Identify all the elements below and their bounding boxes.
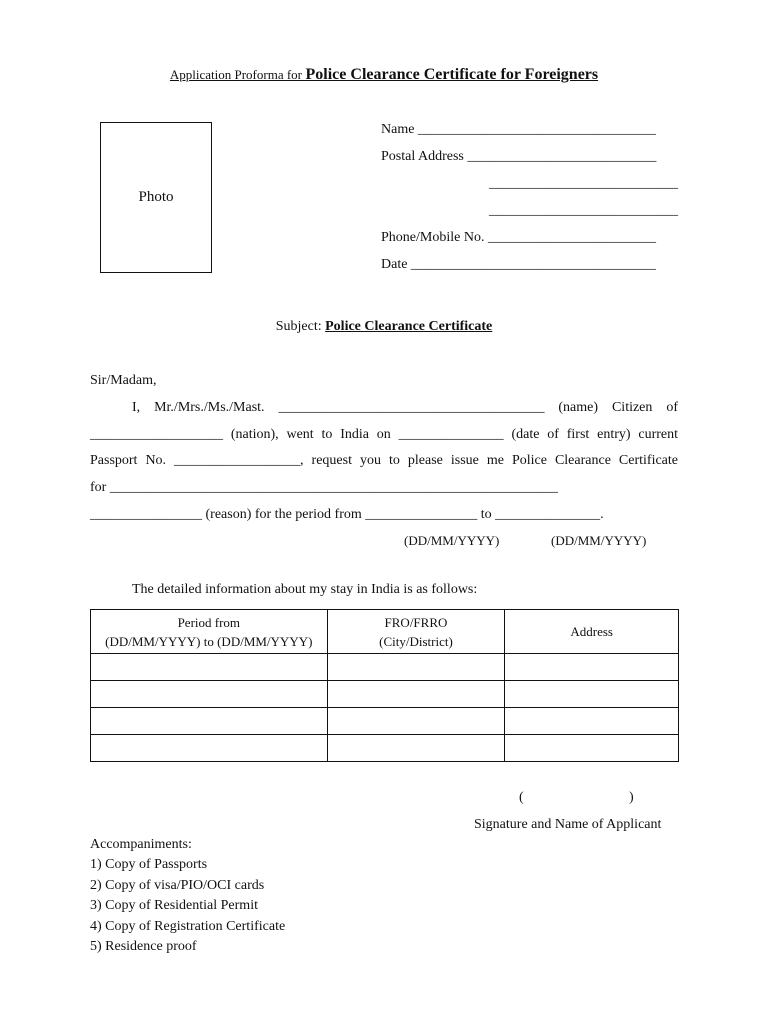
postal-address-line-2: ___________________________ bbox=[489, 176, 678, 191]
name-field: Name __________________________________ bbox=[381, 122, 656, 137]
stay-table bbox=[90, 609, 679, 762]
table-row bbox=[91, 654, 679, 681]
header-address bbox=[505, 610, 679, 654]
postal-address-field: Postal Address ___________________________ bbox=[381, 149, 657, 164]
photo-box bbox=[100, 122, 212, 273]
table-cell bbox=[91, 654, 328, 681]
accompaniments-list bbox=[90, 857, 285, 960]
signature-label: Signature and Name of Applicant bbox=[474, 817, 662, 832]
phone-field: Phone/Mobile No. ________________________ bbox=[381, 230, 656, 245]
table-cell bbox=[327, 735, 505, 762]
list-item: 5) Residence proof bbox=[90, 939, 197, 954]
date-format-from: (DD/MM/YYYY) bbox=[404, 533, 500, 548]
date-format-to: (DD/MM/YYYY) bbox=[551, 533, 647, 548]
list-item: 2) Copy of visa/PIO/OCI cards bbox=[90, 877, 265, 893]
body-line-2: ___________________ (nation), went to India on _______________ (date of first entry) current bbox=[90, 427, 678, 442]
signature-paren-open: ( bbox=[519, 790, 524, 805]
header-period bbox=[91, 610, 328, 654]
accompaniments-heading: Accompaniments: bbox=[90, 837, 192, 852]
postal-address-line-3: ___________________________ bbox=[489, 203, 678, 218]
table-cell bbox=[505, 654, 679, 681]
list-item: 1) Copy of Passports bbox=[90, 857, 208, 872]
date-field: Date ___________________________________ bbox=[381, 257, 656, 272]
list-item: 3) Copy of Residential Permit bbox=[90, 898, 258, 913]
table-row bbox=[91, 735, 679, 762]
table-cell bbox=[327, 708, 505, 735]
body-line-3: Passport No. __________________, request you to please issue me Police Clearance Certificate bbox=[90, 453, 678, 468]
table-cell bbox=[505, 708, 679, 735]
subject-value: Police Clearance Certificate bbox=[325, 319, 493, 334]
body-line-4: for ________________________________________________________________ bbox=[90, 480, 558, 495]
subject-label: Subject: bbox=[275, 319, 322, 334]
subject-line bbox=[0, 319, 768, 335]
signature-paren-close: ) bbox=[629, 790, 634, 805]
header-period-line1: Period from bbox=[177, 614, 241, 630]
table-cell bbox=[327, 681, 505, 708]
title-lead: Application Proforma for bbox=[169, 67, 303, 82]
table-cell bbox=[91, 735, 328, 762]
header-fro-line1: FRO/FRRO bbox=[384, 614, 448, 630]
stay-intro: The detailed information about my stay in India is as follows: bbox=[132, 582, 478, 597]
body-line-5: ________________ (reason) for the period from ________________ to _______________. bbox=[90, 507, 604, 522]
salutation: Sir/Madam, bbox=[90, 373, 157, 388]
header-address-line1: Address bbox=[570, 624, 613, 639]
header-fro-line2: (City/District) bbox=[379, 633, 453, 649]
table-cell bbox=[327, 654, 505, 681]
header-period-line2: (DD/MM/YYYY) to (DD/MM/YYYY) bbox=[105, 633, 313, 649]
table-cell bbox=[505, 735, 679, 762]
table-cell bbox=[91, 681, 328, 708]
table-header-row bbox=[91, 610, 679, 654]
table-row bbox=[91, 681, 679, 708]
photo-label: Photo bbox=[138, 189, 174, 205]
form-title bbox=[0, 66, 768, 84]
list-item: 4) Copy of Registration Certificate bbox=[90, 918, 286, 934]
table-cell bbox=[505, 681, 679, 708]
table-row bbox=[91, 708, 679, 735]
table-cell bbox=[91, 708, 328, 735]
body-line-1: I, Mr./Mrs./Ms./Mast. ______________________________________ (name) Citizen of bbox=[132, 400, 678, 415]
header-fro bbox=[327, 610, 505, 654]
title-main: Police Clearance Certificate for Foreigners bbox=[305, 66, 599, 83]
